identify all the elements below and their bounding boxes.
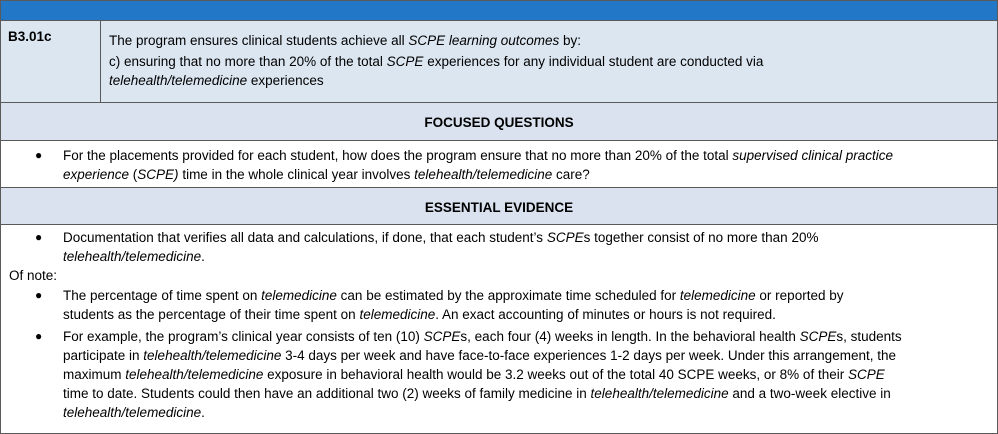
bullet-icon: ● bbox=[35, 288, 43, 302]
standard-row bbox=[1, 21, 997, 103]
table-top-bar bbox=[1, 1, 997, 21]
standard-code: B3.01c bbox=[1, 21, 101, 102]
standard-table: B3.01c The program ensures clinical students achieve all SCPE learning outcomes by: c) ensuring that no more than 20% of the total SCPE experiences for any individual student are conducted via telehealth/telemedicine experiences FOCUSED QUESTIONS ● For the placements provided for each student, how does the program ensure that no more than 20% of the total supervised clinical practice experience (SCPE) time in the whole clinical year involves telehealth/telemedicine care? ESSENTIAL EVIDENCE ● Documentation that verifies all data and calculations, if done, that each student’s SCPEs together consist of no more than 20% telehealth/telemedicine. Of note: ● The percentage of time spent on telemedicine can be estimated by the approximate time scheduled for telemedicine or reported by students as the percentage of their time spent on telemedicine. An exact accounting of minutes or hours is not required. ● For example, the program’s clinical year consists of ten (10) SCPEs, each four (4) weeks in length. In the behavioral health SCPEs, students participate in telehealth/telemedicine 3-4 days per week and have face-to-face experiences 1-2 days per week. Under this arrangement, the maximum telehealth/telemedicine exposure in behavioral health would be 3.2 weeks out of the total 40 SCPE weeks, or 8% of their SCPE time to date. Students could then have an additional two (2) weeks of family medicine in telehealth/telemedicine and a two-week elective in telehealth/telemedicine. bbox=[0, 0, 998, 434]
of-note-label: Of note: bbox=[9, 268, 58, 283]
bullet-icon: ● bbox=[35, 230, 43, 244]
bullet-icon: ● bbox=[35, 148, 43, 162]
focused-question-item: ● For the placements provided for each student, how does the program ensure that no more than 20% of the total supervised clinical practice experience (SCPE) time in the whole clinical year involves telehealth/telemedicine care? bbox=[35, 148, 893, 182]
standard-text: The program ensures clinical students achieve all SCPE learning outcomes by: c) ensuring that no more than 20% of the total SCPE experiences for any individual student are conducted via telehealth/telemedicine experiences bbox=[109, 33, 764, 88]
essential-evidence-header: ESSENTIAL EVIDENCE bbox=[1, 187, 997, 225]
bullet-icon: ● bbox=[35, 329, 43, 343]
focused-questions-header: FOCUSED QUESTIONS bbox=[1, 103, 997, 141]
